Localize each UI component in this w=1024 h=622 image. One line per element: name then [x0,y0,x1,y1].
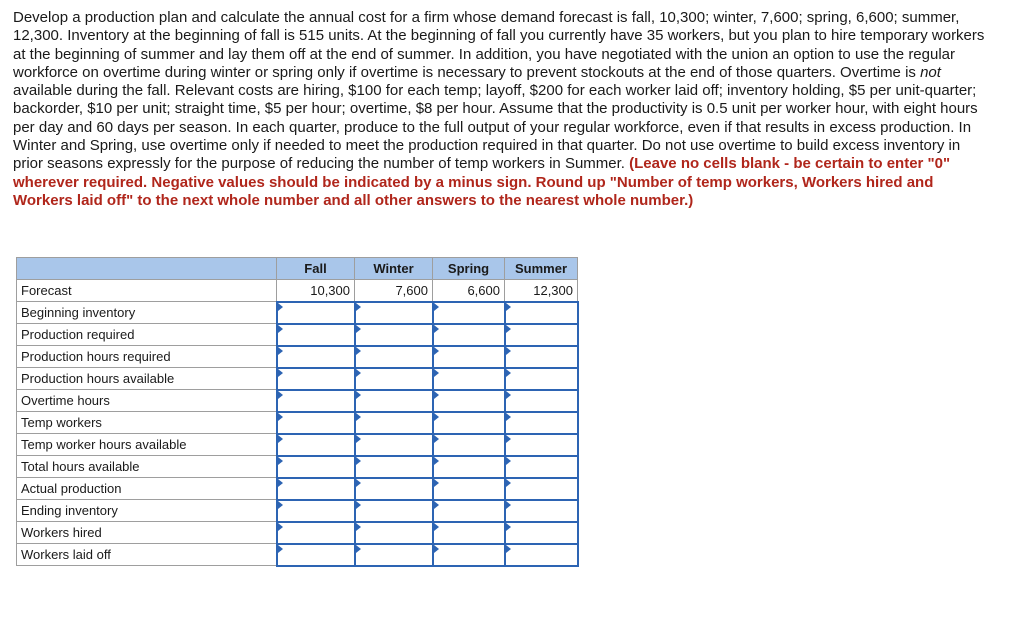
table-header-row [17,258,578,280]
answer-cell-summer[interactable] [505,456,578,478]
problem-emphasis: not [920,63,941,81]
row-label: Forecast [17,280,277,302]
row-label: Temp workers [17,412,277,434]
answer-input-winter[interactable] [356,435,432,455]
answer-input-summer[interactable] [506,435,577,455]
answer-input-fall[interactable] [278,413,354,433]
answer-cell-summer[interactable] [505,434,578,456]
answer-input-fall[interactable] [278,347,354,367]
answer-cell-winter[interactable] [355,522,433,544]
answer-input-winter[interactable] [356,347,432,367]
answer-input-spring[interactable] [434,479,504,499]
header-corner [17,258,277,280]
answer-input-spring[interactable] [434,325,504,345]
answer-cell-summer[interactable] [505,368,578,390]
answer-input-fall[interactable] [278,325,354,345]
answer-cell-fall[interactable] [277,434,355,456]
answer-cell-spring[interactable] [433,434,505,456]
answer-cell-winter[interactable] [355,368,433,390]
problem-text-1: Develop a production plan and calculate the annual cost for a firm whose demand forecast is fall, 10,300; winter, 7,600; spring, 6,600; summer, 12,300. Inventory at the beginning of fall is 515 units. At the beginning of fall you currently have 35 workers, but you plan to hire temporary workers at the beginning of summer and lay them off at the end of summer. In addition, you have negotiated with the union an option to use the regular workforce on overtime during winter or spring only if overtime is necessary to prevent stockouts at the end of those quarters. Overtime is [13,9,985,81]
table-row [17,478,578,500]
answer-input-spring[interactable] [434,347,504,367]
answer-cell-summer[interactable] [505,346,578,368]
table-row [17,500,578,522]
table-row [17,456,578,478]
header-summer: Summer [505,258,578,280]
answer-instructions: (Leave no cells blank - be certain to enter "0" wherever required. Negative values should be indicated by a minus sign. Round up "Number of temp workers, Workers hired and Workers laid off" to the next whole number and all other answers to the nearest whole number.) [13,155,951,209]
row-label: Beginning inventory [17,302,277,324]
row-label: Workers laid off [17,544,277,566]
answer-cell-fall[interactable] [277,390,355,412]
answer-input-spring[interactable] [434,303,504,323]
forecast-row [17,280,578,302]
answer-input-spring[interactable] [434,523,504,543]
answer-input-winter[interactable] [356,457,432,477]
answer-cell-spring[interactable] [433,412,505,434]
answer-input-fall[interactable] [278,391,354,411]
answer-cell-spring[interactable] [433,390,505,412]
answer-cell-spring[interactable] [433,324,505,346]
answer-cell-winter[interactable] [355,456,433,478]
answer-input-fall[interactable] [278,303,354,323]
answer-cell-spring[interactable] [433,478,505,500]
answer-cell-summer[interactable] [505,390,578,412]
answer-cell-fall[interactable] [277,544,355,566]
header-spring: Spring [433,258,505,280]
answer-input-summer[interactable] [506,369,577,389]
row-label: Total hours available [17,456,277,478]
answer-input-winter[interactable] [356,369,432,389]
answer-cell-winter[interactable] [355,302,433,324]
answer-input-fall[interactable] [278,545,354,565]
answer-input-winter[interactable] [356,479,432,499]
answer-input-summer[interactable] [506,457,577,477]
answer-input-winter[interactable] [356,545,432,565]
table-row [17,544,578,566]
problem-statement [13,9,988,210]
table-row [17,522,578,544]
answer-cell-winter[interactable] [355,324,433,346]
answer-input-summer[interactable] [506,325,577,345]
answer-input-summer[interactable] [506,413,577,433]
forecast-winter: 7,600 [355,280,433,302]
forecast-spring: 6,600 [433,280,505,302]
answer-cell-spring[interactable] [433,500,505,522]
answer-cell-summer[interactable] [505,478,578,500]
answer-input-winter[interactable] [356,501,432,521]
row-label: Temp worker hours available [17,434,277,456]
row-label: Workers hired [17,522,277,544]
forecast-summer: 12,300 [505,280,578,302]
answer-input-fall[interactable] [278,369,354,389]
row-label: Actual production [17,478,277,500]
answer-cell-winter[interactable] [355,544,433,566]
row-label: Production hours available [17,368,277,390]
table-row [17,324,578,346]
answer-input-summer[interactable] [506,501,577,521]
answer-cell-spring[interactable] [433,368,505,390]
answer-input-winter[interactable] [356,523,432,543]
answer-input-spring[interactable] [434,369,504,389]
answer-cell-winter[interactable] [355,500,433,522]
answer-input-spring[interactable] [434,457,504,477]
answer-cell-winter[interactable] [355,390,433,412]
row-label: Production required [17,324,277,346]
answer-input-fall[interactable] [278,479,354,499]
problem-text-2: available during the fall. Relevant costs are hiring, $100 for each temp; layoff, $200 for each worker laid off; inventory holding, $5 per unit-quarter; backorder, $10 per unit; straight time, $5 per hour; overtime, $8 per hour. Assume that the productivity is 0.5 unit per worker hour, with eight hours per day and 60 days per season. In each quarter, produce to the full output of your regular workforce, even if that results in excess production. In Winter and Spring, use overtime only if needed to meet the production required in that quarter. Do not use overtime to build excess inventory in prior seasons expressly for the purpose of reducing the number of temp workers in Summer. [13,82,978,173]
answer-input-spring[interactable] [434,413,504,433]
answer-input-spring[interactable] [434,501,504,521]
answer-cell-spring[interactable] [433,346,505,368]
table-row [17,412,578,434]
answer-input-spring[interactable] [434,391,504,411]
answer-cell-winter[interactable] [355,346,433,368]
table-row [17,390,578,412]
answer-input-winter[interactable] [356,303,432,323]
answer-cell-summer[interactable] [505,544,578,566]
answer-input-fall[interactable] [278,501,354,521]
header-fall: Fall [277,258,355,280]
row-label: Overtime hours [17,390,277,412]
answer-input-fall[interactable] [278,435,354,455]
answer-input-summer[interactable] [506,545,577,565]
answer-cell-summer[interactable] [505,324,578,346]
table-row [17,434,578,456]
forecast-fall: 10,300 [277,280,355,302]
answer-cell-fall[interactable] [277,346,355,368]
answer-cell-spring[interactable] [433,302,505,324]
row-label: Ending inventory [17,500,277,522]
answer-cell-winter[interactable] [355,412,433,434]
answer-input-summer[interactable] [506,347,577,367]
answer-input-summer[interactable] [506,479,577,499]
header-winter: Winter [355,258,433,280]
answer-input-fall[interactable] [278,457,354,477]
answer-input-winter[interactable] [356,391,432,411]
answer-cell-fall[interactable] [277,500,355,522]
answer-input-summer[interactable] [506,391,577,411]
answer-input-summer[interactable] [506,523,577,543]
answer-input-fall[interactable] [278,523,354,543]
answer-cell-summer[interactable] [505,500,578,522]
answer-cell-spring[interactable] [433,456,505,478]
table-row [17,346,578,368]
answer-cell-spring[interactable] [433,544,505,566]
answer-cell-fall[interactable] [277,456,355,478]
answer-input-spring[interactable] [434,435,504,455]
answer-cell-fall[interactable] [277,522,355,544]
answer-cell-fall[interactable] [277,478,355,500]
answer-input-spring[interactable] [434,545,504,565]
answer-cell-fall[interactable] [277,368,355,390]
answer-input-winter[interactable] [356,325,432,345]
answer-cell-spring[interactable] [433,522,505,544]
answer-input-summer[interactable] [506,303,577,323]
row-label: Production hours required [17,346,277,368]
answer-cell-summer[interactable] [505,412,578,434]
table-row [17,368,578,390]
production-plan-table [16,257,579,567]
answer-cell-summer[interactable] [505,302,578,324]
answer-cell-fall[interactable] [277,302,355,324]
answer-cell-winter[interactable] [355,478,433,500]
answer-cell-summer[interactable] [505,522,578,544]
answer-cell-fall[interactable] [277,324,355,346]
answer-input-winter[interactable] [356,413,432,433]
answer-cell-fall[interactable] [277,412,355,434]
answer-cell-winter[interactable] [355,434,433,456]
table-row [17,302,578,324]
